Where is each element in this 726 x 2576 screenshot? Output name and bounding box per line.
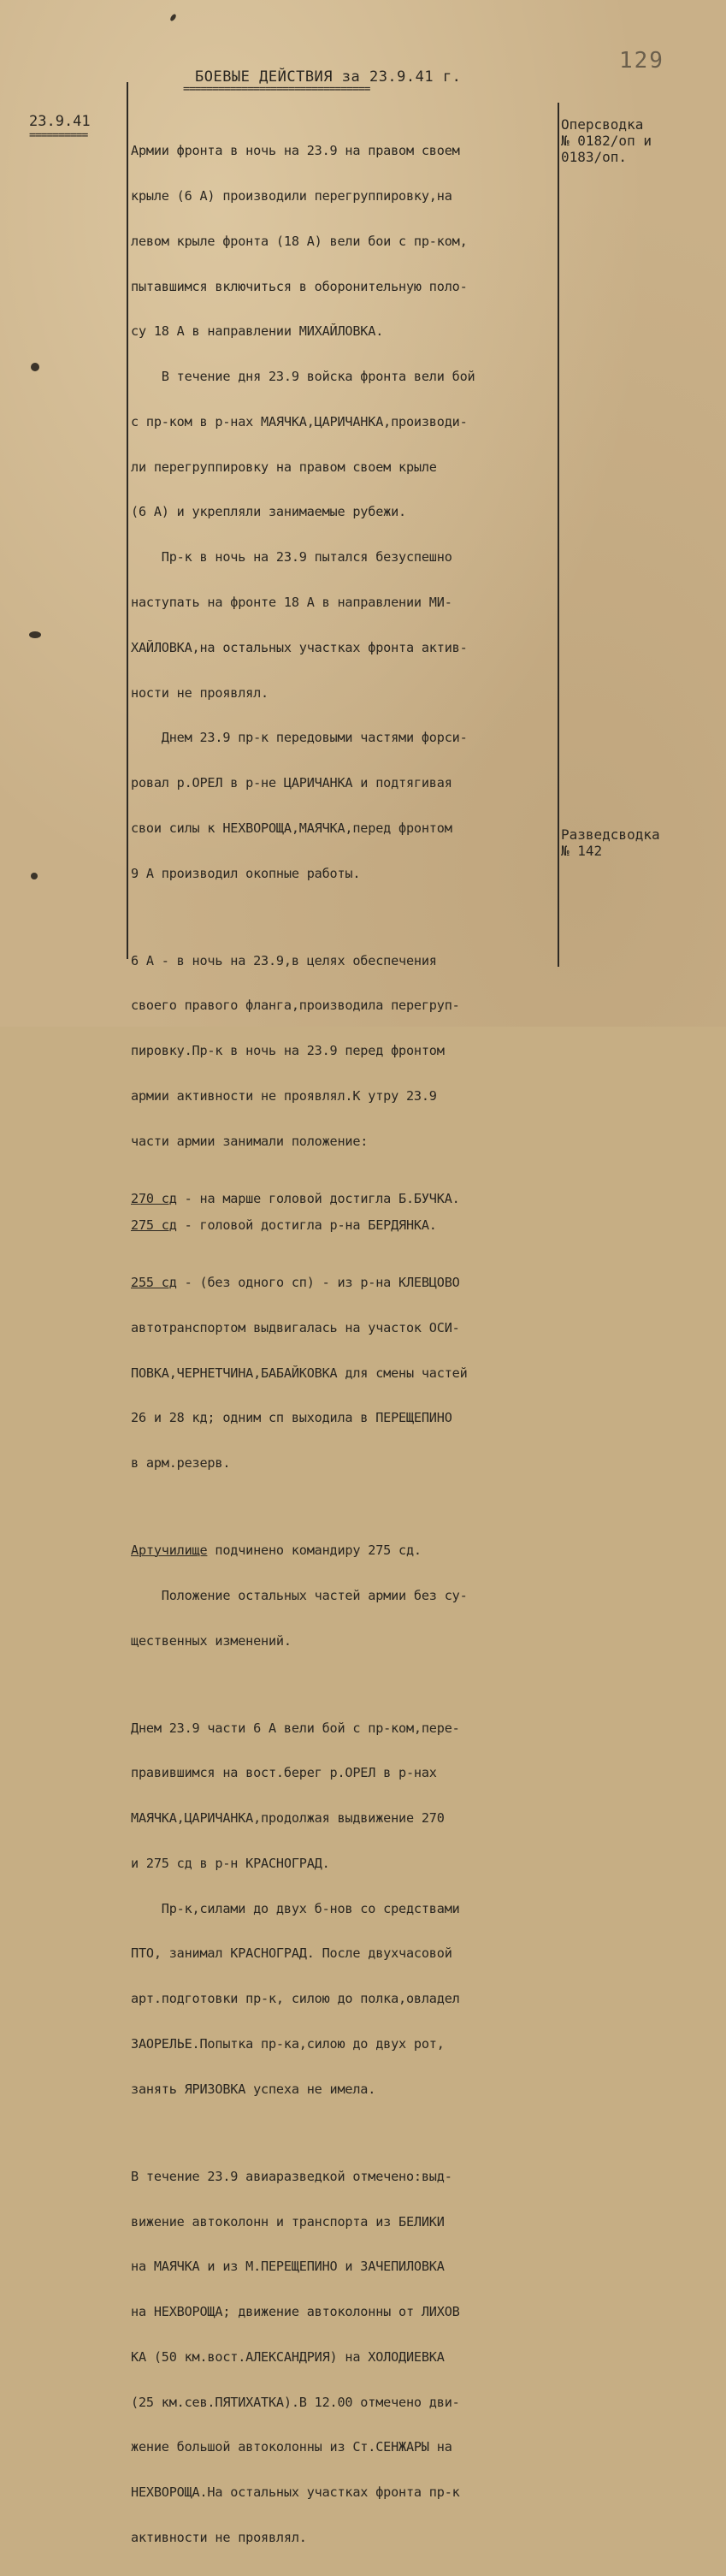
text-line: ности не проявлял. [131, 684, 269, 701]
paragraph-air-recon [131, 2140, 563, 2576]
paragraph-6a-day [131, 1691, 563, 2127]
ink-spot [29, 631, 41, 638]
spacer [131, 1679, 563, 1691]
text-line: су 18 А в направлении МИХАЙЛОВКА. [131, 323, 384, 340]
text-line: В течение дня 23.9 войска фронта вели бой [131, 369, 475, 385]
ink-spot [31, 363, 39, 371]
ink-spot [31, 873, 38, 879]
text-line: наступать на фронте 18 А в направлении МИ- [131, 595, 452, 610]
text-line: ЗАОРЕЛЬЕ.Попытка пр-ка,силою до двух рот, [131, 2036, 445, 2052]
text-line: (6 А) и укрепляли занимаемые рубежи. [131, 504, 406, 520]
text-line: Днем 23.9 пр-к передовыми частями форси- [131, 730, 468, 746]
document-body [131, 114, 563, 2576]
margin-note-razvedsvodka [561, 826, 660, 859]
spacer [131, 2128, 563, 2140]
unit-270-sd: 270 сд [131, 1190, 177, 1206]
text-line: жение большой автоколонны из Ст.СЕНЖАРЫ на [131, 2439, 452, 2455]
text-line: 6 А - в ночь на 23.9,в целях обеспечения [131, 952, 437, 968]
text-span: - (без одного сп) - из р-на КЛЕВЦОВО [176, 1274, 460, 1290]
text-span: - на марше головой достигла Б.БУЧКА. [176, 1190, 460, 1206]
margin-note-line: Оперсводка [561, 116, 644, 133]
spacer [131, 1180, 563, 1192]
left-margin-line [127, 82, 128, 959]
spacer [131, 911, 563, 923]
paragraph-275-sd [131, 1218, 563, 1234]
text-span: - головой достигла р-на БЕРДЯНКА. [176, 1217, 437, 1234]
ink-spot [169, 13, 177, 21]
text-line: вижение автоколонн и транспорта из БЕЛИКИ [131, 2213, 445, 2230]
text-line: части армии занимали положение: [131, 1133, 369, 1149]
document-title: БОЕВЫЕ ДЕЙСТВИЯ за 23.9.41 г. [195, 68, 462, 86]
text-line: 26 и 28 кд; одним сп выходила в ПЕРЕЩЕПИНО [131, 1410, 452, 1426]
text-line: ХАЙЛОВКА,на остальных участках фронта актив- [131, 639, 468, 655]
text-line: на НЕХВОРОЩА; движение автоколонны от ЛИХОВ [131, 2304, 460, 2320]
unit-275-sd: 275 сд [131, 1217, 177, 1234]
text-line: арт.подготовки пр-к, силою до полка,овладел [131, 1991, 460, 2007]
spacer [131, 1206, 563, 1218]
paragraph-270-sd [131, 1192, 563, 1207]
text-line: Пр-к,силами до двух б-нов со средствами [131, 1900, 460, 1916]
text-line: с пр-ком в р-нах МАЯЧКА,ЦАРИЧАНКА,производи- [131, 413, 468, 429]
text-line: крыле (6 А) производили перегруппировку,на [131, 187, 452, 204]
spacer [131, 1234, 563, 1246]
text-line: в арм.резерв. [131, 1455, 231, 1472]
text-line [131, 1543, 563, 1559]
text-line: Положение остальных частей армии без су- [131, 1587, 468, 1603]
text-line: 9 А производил окопные работы. [131, 865, 361, 881]
text-line: ли перегруппировку на правом своем крыле [131, 459, 437, 475]
text-line: КА (50 км.вост.АЛЕКСАНДРИЯ) на ХОЛОДИЕВКА [131, 2348, 445, 2365]
margin-note-line: № 0182/оп и [561, 133, 652, 149]
paragraph-255-sd [131, 1246, 563, 1501]
margin-note-line: № 142 [561, 843, 603, 859]
margin-date-underline: ========== [29, 129, 88, 142]
page-number: 129 [619, 48, 664, 74]
unit-255-sd: 255 сд [131, 1274, 177, 1290]
text-line: активности не проявлял. [131, 2530, 307, 2546]
text-line: свои силы к НЕХВОРОЩА,МАЯЧКА,перед фронтом [131, 820, 452, 836]
text-line: Армии фронта в ночь на 23.9 на правом своем [131, 143, 460, 159]
text-line: автотранспортом выдвигалась на участок ОСИ- [131, 1319, 460, 1335]
text-line: правившимся на вост.берег р.ОРЕЛ в р-нах [131, 1765, 437, 1781]
margin-note-opersvodka [561, 116, 652, 165]
text-line: левом крыле фронта (18 А) вели бои с пр-ком, [131, 233, 468, 249]
text-line: В течение 23.9 авиаразведкой отмечено:выд- [131, 2168, 452, 2184]
unit-artuchilishche: Артучилище [131, 1543, 208, 1559]
text-line: НЕХВОРОЩА.На остальных участках фронта пр-к [131, 2484, 460, 2501]
margin-date: 23.9.41 [29, 113, 91, 130]
text-line: пировку.Пр-к в ночь на 23.9 перед фронтом [131, 1043, 445, 1059]
paragraph-front-overview [131, 114, 563, 911]
text-line: на МАЯЧКА и из М.ПЕРЕЩЕПИНО и ЗАЧЕПИЛОВКА [131, 2259, 445, 2275]
text-line: МАЯЧКА,ЦАРИЧАНКА,продолжая выдвижение 270 [131, 1810, 445, 1827]
text-line: и 275 сд в р-н КРАСНОГРАД. [131, 1855, 330, 1871]
margin-note-line: Разведсводка [561, 826, 660, 843]
paragraph-6a-night [131, 923, 563, 1179]
text-line: щественных изменений. [131, 1632, 292, 1649]
title-underline: ================================ [183, 83, 370, 96]
paragraph-artuchilishche [131, 1513, 563, 1679]
spacer [131, 1501, 563, 1513]
text-line: армии активности не проявлял.К утру 23.9 [131, 1088, 437, 1104]
text-line: Пр-к в ночь на 23.9 пытался безуспешно [131, 549, 452, 566]
text-line: занять ЯРИЗОВКА успеха не имела. [131, 2081, 376, 2097]
text-line: пытавшимся включиться в оборонительную поло- [131, 278, 468, 294]
margin-note-line: 0183/оп. [561, 149, 628, 165]
text-line: Днем 23.9 части 6 А вели бой с пр-ком,пере- [131, 1720, 460, 1736]
text-line: ПОВКА,ЧЕРНЕТЧИНА,БАБАЙКОВКА для смены частей [131, 1365, 468, 1381]
text-line: (25 км.сев.ПЯТИХАТКА).В 12.00 отмечено дви- [131, 2394, 460, 2410]
text-span: подчинено командиру 275 сд. [207, 1543, 422, 1559]
text-line: ровал р.ОРЕЛ в р-не ЦАРИЧАНКА и подтягивая [131, 775, 452, 791]
text-line [131, 1276, 563, 1291]
text-line: своего правого фланга,производила перегруп- [131, 998, 460, 1014]
text-line: ПТО, занимал КРАСНОГРАД. После двухчасовой [131, 1945, 452, 1962]
